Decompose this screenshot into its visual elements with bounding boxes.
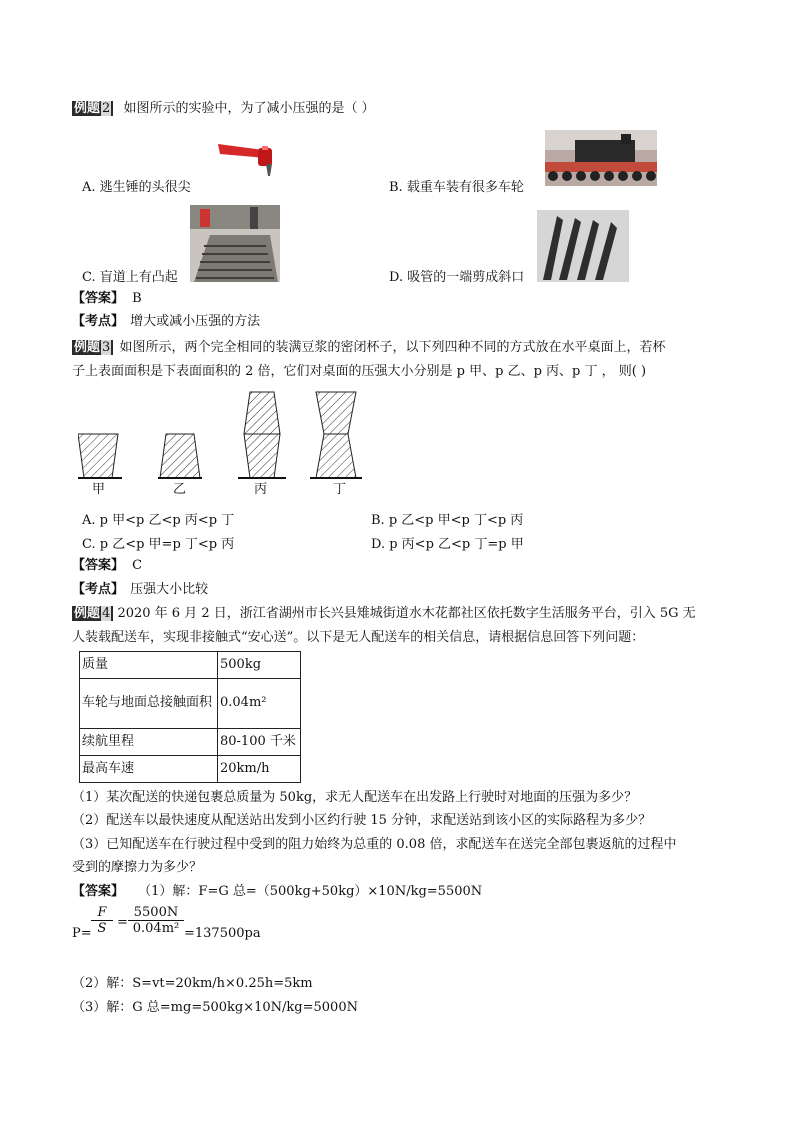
question-2-stem: 例题 2 如图所示的实验中，为了减小压强的是（ ） <box>74 101 375 116</box>
q3-option-c: C. p 乙<p 甲=p 丁<p 丙 <box>82 537 235 552</box>
figure-label-ding: 丁 <box>333 482 347 497</box>
q2-option-a: A. 逃生锤的头很尖 <box>82 180 191 195</box>
q2-option-d: D. 吸管的一端剪成斜口 <box>389 270 525 285</box>
q3-option-d: D. p 丙<p 乙<p 丁=p 甲 <box>371 537 524 552</box>
heavy-truck-image <box>545 130 657 186</box>
figure-label-jia: 甲 <box>92 482 106 497</box>
example-tag: 例题 2 <box>72 101 113 116</box>
figure-label-yi: 乙 <box>173 482 187 497</box>
q2-knowledge-point: 【考点】 增大或减小压强的方法 <box>72 314 261 329</box>
pressure-result: =137500pa <box>184 926 261 941</box>
table-row: 续航里程 80-100 千米 <box>80 729 301 756</box>
example-tag: 例题 4 <box>72 606 113 621</box>
q4-sub-question-2: （2）配送车以最快速度从配送站出发到小区约行驶 15 分钟，求配送站到该小区的实际路程为多少？ <box>72 813 652 828</box>
q4-answer-3: （3）解：G 总=mg=500kg×10N/kg=5000N <box>72 1000 358 1015</box>
cup-ding <box>316 392 356 434</box>
vehicle-info-table <box>79 651 301 783</box>
q4-answer-line1: 【答案】 （1）解：F=G 总=（500kg+50kg）×10N/kg=5500N <box>72 884 483 899</box>
example-tag: 例题 3 <box>72 340 113 355</box>
cup-bing <box>244 392 280 434</box>
fraction-f-over-s: $\frac{F}{S}$ <box>91 905 113 936</box>
tactile-paving-image <box>190 205 280 282</box>
question-3-stem-line2: 子上表面面积是下表面面积的 2 倍，它们对桌面的压强大小分别是 p 甲、p 乙、p 丙、p 丁 ， 则( ) <box>72 364 647 379</box>
q4-sub-question-1: （1）某次配送的快递包裹总质量为 50kg，求无人配送车在出发路上行驶时对地面的压强为多少？ <box>72 790 638 805</box>
question-4-stem-line1: 例题 4 2020 年 6 月 2 日，浙江省湖州市长兴县雉城街道水木花都社区依托数字生活服务平台，引入 5G 无 <box>74 606 696 621</box>
q4-sub-question-3-line2: 受到的摩擦力为多少？ <box>72 860 203 875</box>
q3-option-b: B. p 乙<p 甲<p 丁<p 丙 <box>371 513 524 528</box>
q3-knowledge-point: 【考点】 压强大小比较 <box>72 582 209 597</box>
question-4-stem-line2: 人装载配送车，实现非接触式“安心送”。以下是无人配送车的相关信息，请根据信息回答下列问题： <box>72 630 645 645</box>
q2-answer: 【答案】 B <box>72 291 142 306</box>
q4-answer-2: （2）解：S=vt=20km/h×0.25h=5km <box>72 976 313 991</box>
cup-yi <box>160 434 200 478</box>
table-row: 车轮与地面总接触面积 0.04m² <box>80 679 301 729</box>
table-row: 最高车速 20km/h <box>80 756 301 783</box>
q3-option-a: A. p 甲<p 乙<p 丙<p 丁 <box>82 513 235 528</box>
q4-sub-question-3-line1: （3）已知配送车在行驶过程中受到的阻力始终为总重的 0.08 倍，求配送车在送完全部包裹返航的过程中 <box>72 837 677 852</box>
table-row: 质量 500kg <box>80 652 301 679</box>
cup-jia <box>78 434 118 478</box>
q2-option-b: B. 载重车装有很多车轮 <box>389 180 524 195</box>
figure-label-bing: 丙 <box>254 482 268 497</box>
fraction-values: $\frac{5500N}{\text{0.04m²}}$ <box>128 905 184 936</box>
pressure-prefix: P= <box>72 926 92 941</box>
straws-image <box>537 210 629 282</box>
q2-option-c: C. 盲道上有凸起 <box>82 270 178 285</box>
question-3-stem-line1: 例题 3 如图所示，两个完全相同的装满豆浆的密闭杯子，以下列四种不同的方式放在水平桌面上，若杯 <box>74 340 666 355</box>
q3-answer: 【答案】 C <box>72 558 143 573</box>
equals-sign: = <box>117 915 128 930</box>
escape-hammer-image <box>214 138 286 186</box>
